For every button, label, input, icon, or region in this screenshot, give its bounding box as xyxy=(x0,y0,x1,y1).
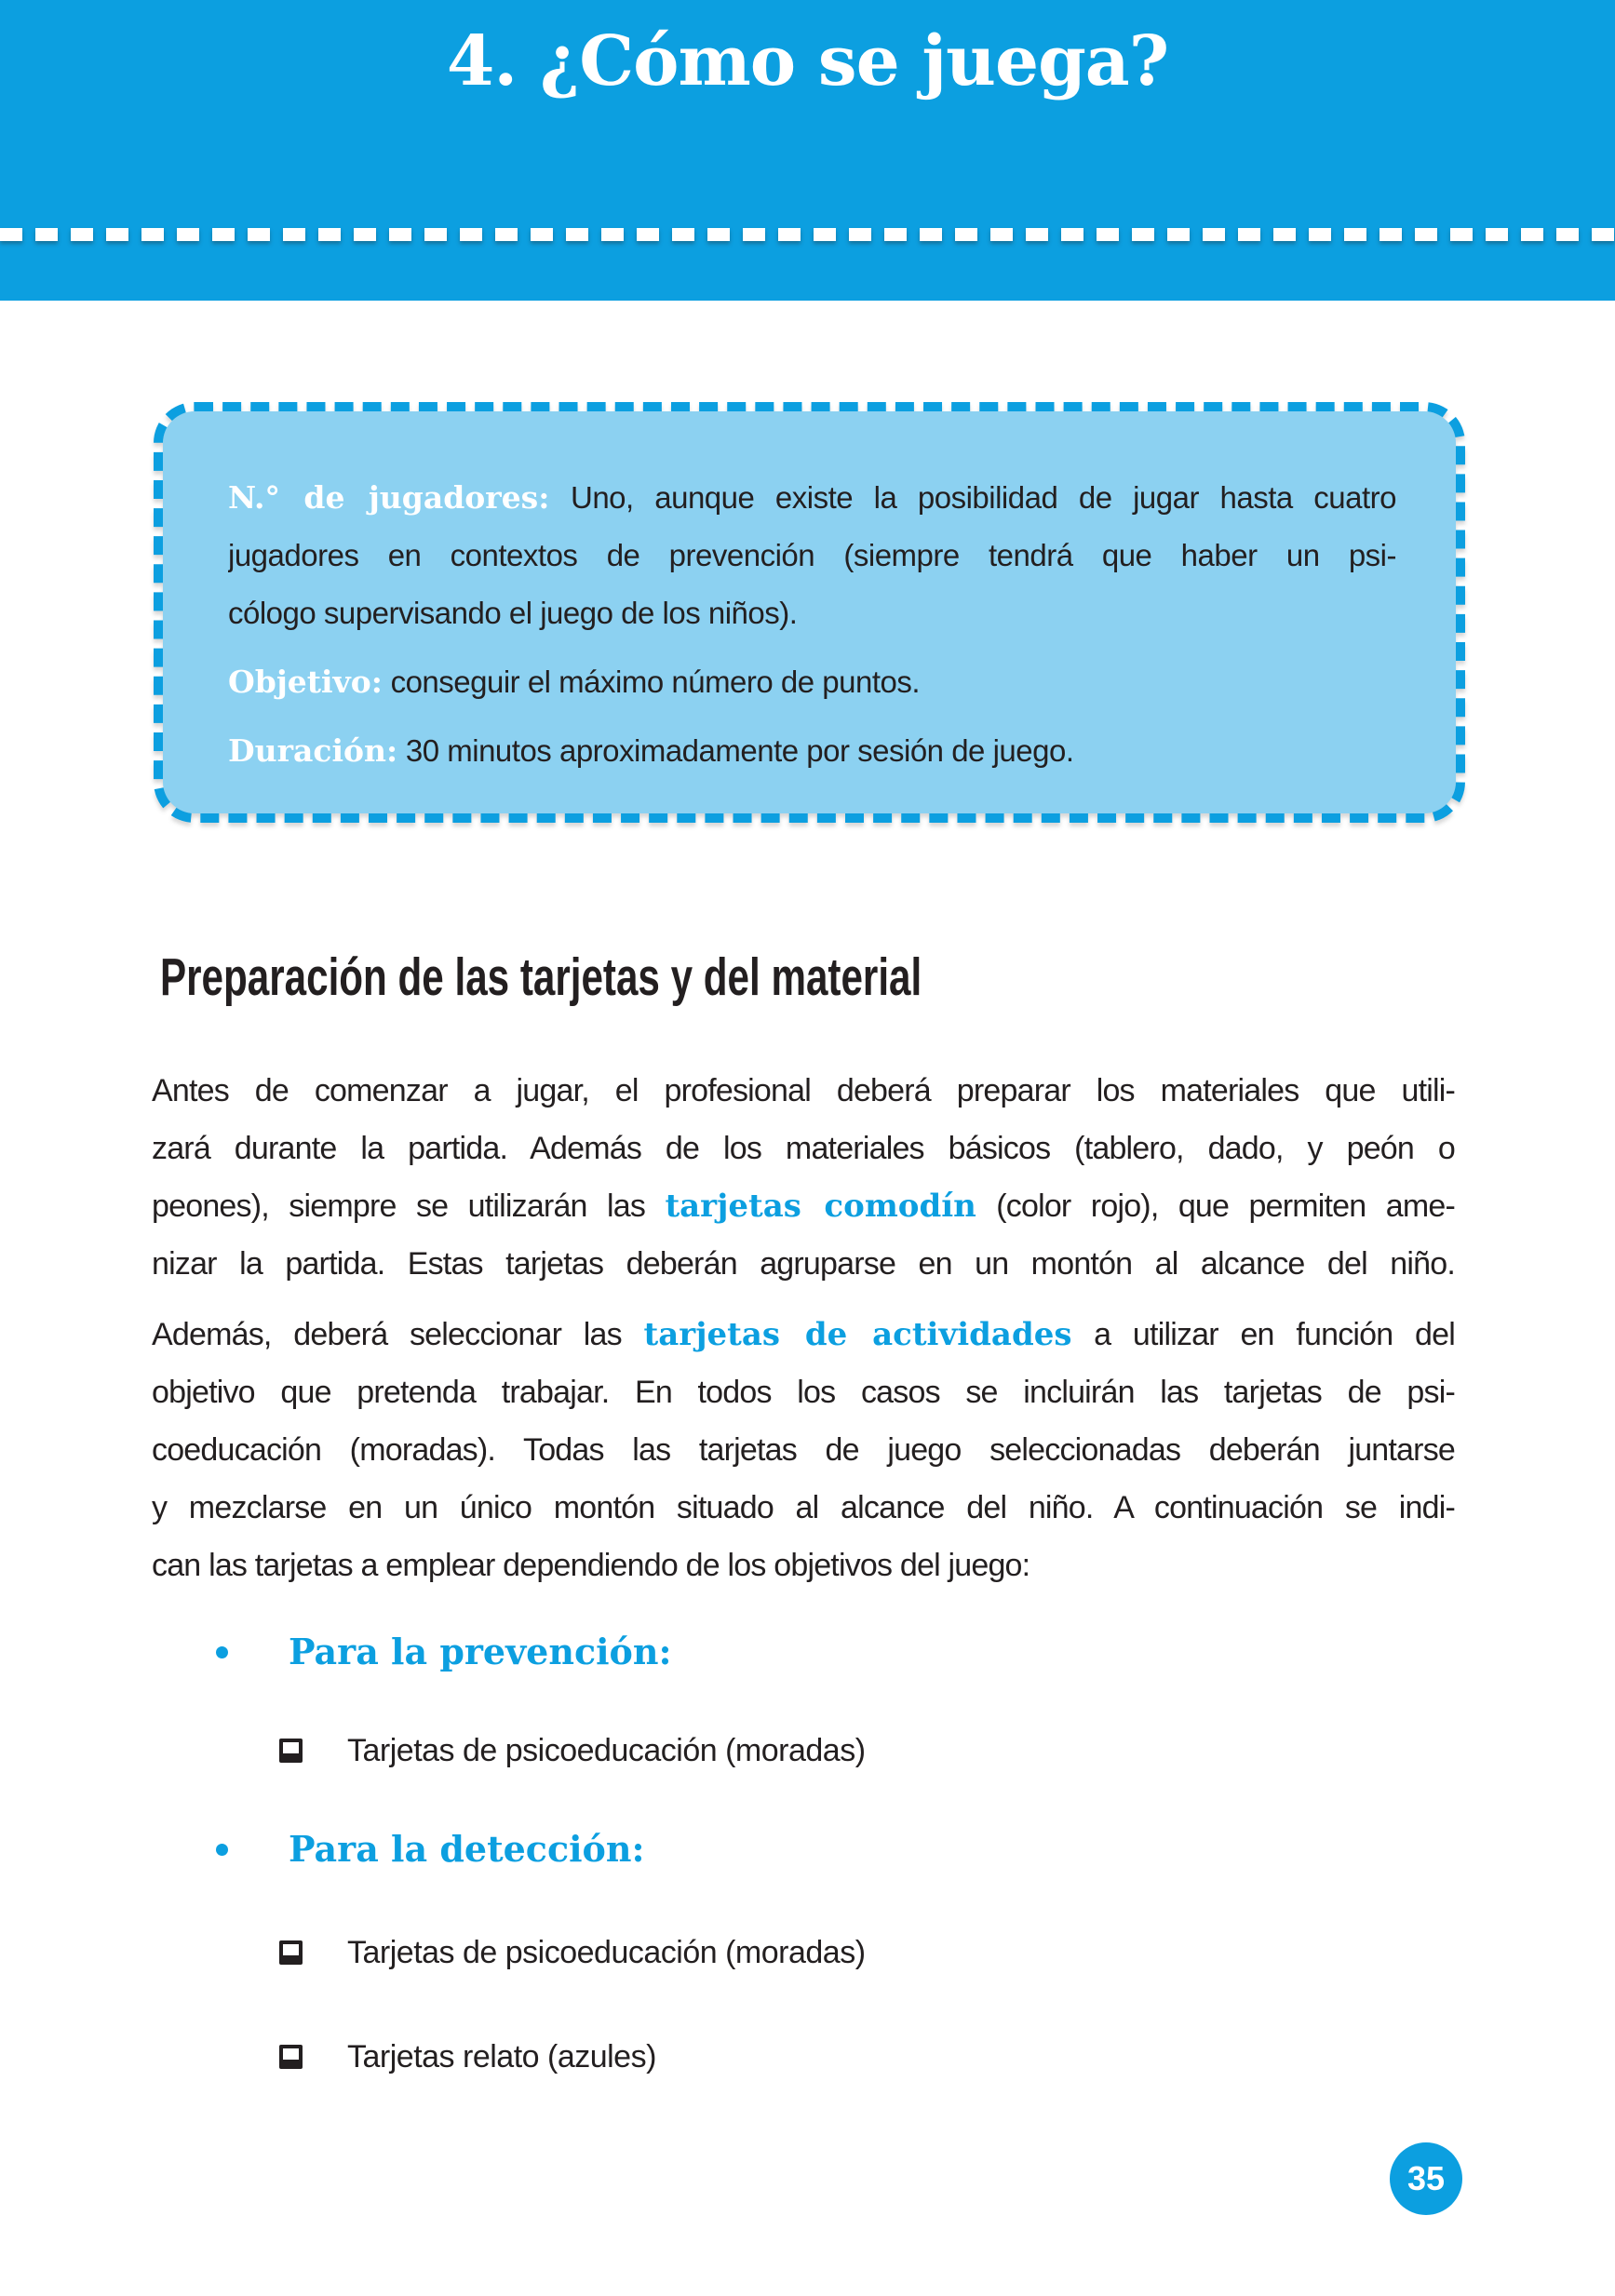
paragraph-activity-cards: Además, deberá seleccionar las tarjetas de actividades a utilizar en función del objetivo que pretenda trabajar. En todos los casos se incluirán las tarjetas de psi- coeducación (moradas). Todas las tarjetas de juego seleccionadas deberán juntarse y mezclarse en un único montón situado al alcance del niño. A continuación se indi- can las tarjetas a emplear dependiendo de los objetivos del juego: xyxy=(152,1316,1455,1583)
list-item-label: Tarjetas de psicoeducación (moradas) xyxy=(347,1934,866,1970)
bullet-dot-icon xyxy=(216,1844,228,1856)
game-info-box xyxy=(154,402,1465,823)
ballot-box-icon xyxy=(279,1940,303,1965)
list-item xyxy=(279,2028,656,2086)
chapter-title: 4. ¿Cómo se juega? xyxy=(446,21,1169,101)
list-item-label: Tarjetas de psicoeducación (moradas) xyxy=(347,1732,866,1768)
info-players: N.° de jugadores: Uno, aunque existe la posibilidad de jugar hasta cuatro jugadores en contextos de prevención (siempre tendrá que haber un psi- cólogo supervisando el juego de los niños). xyxy=(228,479,1396,630)
page-number-badge xyxy=(1390,2142,1462,2215)
bullet-label: Para la prevención: xyxy=(289,1631,672,1672)
info-objective: Objetivo: conseguir el máximo número de puntos. xyxy=(228,664,921,700)
bullet-item-prevention xyxy=(216,1623,672,1681)
info-duration: Duración: 30 minutos aproximadamente por sesión de juego. xyxy=(228,732,1074,769)
chapter-header-band xyxy=(0,0,1615,301)
white-dashed-divider xyxy=(0,228,1615,241)
section-heading: Preparación de las tarjetas y del material xyxy=(160,947,922,1007)
bullet-label: Para la detección: xyxy=(289,1828,645,1870)
bullet-dot-icon xyxy=(216,1646,228,1658)
ballot-box-icon xyxy=(279,1739,303,1763)
page-number: 35 xyxy=(1406,2159,1446,2197)
list-item-label: Tarjetas relato (azules) xyxy=(347,2038,656,2074)
bullet-item-detection xyxy=(216,1820,645,1878)
paragraph-materials: Antes de comenzar a jugar, el profesional deberá preparar los materiales que utili- zará durante la partida. Además de los materiales básicos (tablero, dado, y peón o peones), siempre se utilizarán las tarjetas comodín (color rojo), que permiten ame- nizar la partida. Estas tarjetas deberán agruparse en un montón al alcance del niño. xyxy=(152,1073,1455,1282)
list-item xyxy=(279,1722,866,1779)
ballot-box-icon xyxy=(279,2045,303,2069)
list-item xyxy=(279,1924,866,1981)
